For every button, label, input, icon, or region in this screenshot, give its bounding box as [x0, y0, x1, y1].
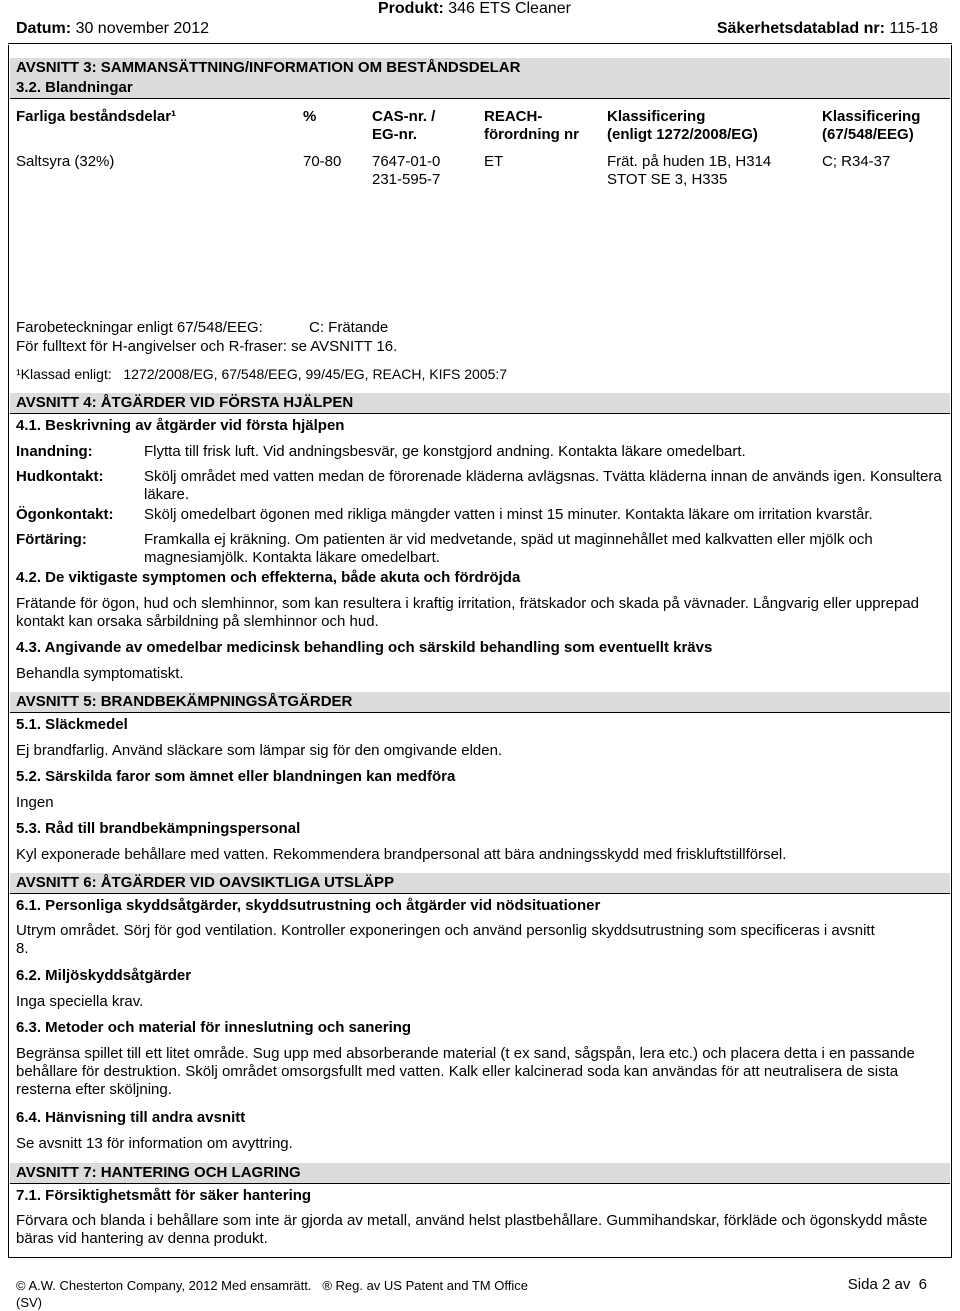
section6-1-text: Utrym området. Sörj för god ventilation. Kontroller exponeringen och använd personlig skyddsutrustning som specificeras i avsnitt 8. [16, 922, 875, 957]
cell-dsd: C; R34-37 [822, 153, 891, 170]
cell-percent: 70-80 [303, 153, 342, 170]
section6-2-text: Inga speciella krav. [16, 993, 144, 1010]
col-component: Farliga beståndsdelar¹ [16, 108, 177, 125]
page-number: Sida 2 av 6 [847, 1276, 927, 1293]
col-percent: % [303, 108, 317, 125]
cell-reach: ET [484, 153, 504, 170]
cell-cas: 7647-01-0 231-595-7 [372, 153, 441, 188]
section6-1-title: 6.1. Personliga skyddsåtgärder, skyddsutrustning och åtgärder vid nödsituationer [16, 897, 601, 914]
section6-header: AVSNITT 6: ÅTGÄRDER VID OAVSIKTLIGA UTSLÄPP [10, 873, 950, 894]
section6-3-title: 6.3. Metoder och material för inneslutning och sanering [16, 1019, 412, 1036]
inhalation-text: Flytta till frisk luft. Vid andningsbesvär, ge konstgjord andning. Kontakta läkare omedelbart. [144, 443, 746, 460]
col-dsd: Klassificering (67/548/EEG) [822, 108, 921, 143]
eye-text: Skölj omedelbart ögonen med rikliga mängder vatten i minst 15 minuter. Kontakta läkare om irritation kvarstår. [144, 506, 873, 523]
section6-4-title: 6.4. Hänvisning till andra avsnitt [16, 1109, 246, 1126]
section4-3-title: 4.3. Angivande av omedelbar medicinsk behandling och särskild behandling som eventuellt krävs [16, 639, 713, 656]
section5-header: AVSNITT 5: BRANDBEKÄMPNINGSÅTGÄRDER [10, 692, 950, 713]
col-reach: REACH- förordning nr [484, 108, 579, 143]
right-border [951, 45, 952, 1257]
cell-clp: Frät. på huden 1B, H314 STOT SE 3, H335 [607, 153, 772, 188]
section5-3-text: Kyl exponerade behållare med vatten. Rekommendera brandpersonal att bära andningsskydd med friskluftstillförsel. [16, 846, 787, 863]
section4-3-text: Behandla symptomatiskt. [16, 665, 184, 682]
section4-2-title: 4.2. De viktigaste symptomen och effekterna, både akuta och fördröjda [16, 569, 521, 586]
section4-2-text: Frätande för ögon, hud och slemhinnor, som kan resultera i kraftig irritation, frätskador och skada på vävnader. Långvarig eller upprepad kontakt kan orsaka sårbildning på slemhinnor och hud. [16, 595, 920, 630]
header-divider [8, 43, 952, 44]
fulltext-note: För fulltext för H-angivelser och R-fraser: se AVSNITT 16. [16, 338, 398, 355]
hazard-label: Farobeteckningar enligt 67/548/EEG: [16, 319, 263, 336]
col-cas: CAS-nr. / EG-nr. [372, 108, 436, 143]
section5-3-title: 5.3. Råd till brandbekämpningspersonal [16, 820, 301, 837]
section3-header: AVSNITT 3: SAMMANSÄTTNING/INFORMATION OM BESTÅNDSDELAR 3.2. Blandningar [10, 58, 950, 99]
section4-1-title: 4.1. Beskrivning av åtgärder vid första hjälpen [16, 417, 345, 434]
section5-2-text: Ingen [16, 794, 54, 811]
footer-copyright: © A.W. Chesterton Company, 2012 Med ensamrätt. ® Reg. av US Patent and TM Office [16, 1278, 528, 1293]
left-border [8, 45, 9, 1257]
eye-label: Ögonkontakt: [16, 506, 114, 523]
skin-label: Hudkontakt: [16, 468, 104, 485]
col-clp: Klassificering (enligt 1272/2008/EG) [607, 108, 758, 143]
section6-3-text: Begränsa spillet till ett litet område. Sug upp med absorberande material (t ex sand, sågspån, lera etc.) och placera detta i en passande behållare för destruktion. Skölj området omsorgsfullt med vatten. Kalk eller kalcinerad soda kan användas för att neutralisera de sista resterna efter sköljning. [16, 1045, 915, 1098]
footer-divider [8, 1257, 952, 1258]
footer-language: (SV) [16, 1295, 42, 1310]
header-product: Produkt: 346 ETS Cleaner [378, 0, 571, 17]
inhalation-label: Inandning: [16, 443, 93, 460]
ingestion-text: Framkalla ej kräkning. Om patienten är vid medvetande, späd ut maginnehållet med kalkvatten eller mjölk och magnesiamjölk. Kontakta läkare omedelbart. [144, 531, 873, 566]
section7-1-text: Förvara och blanda i behållare som inte är gjorda av metall, använd helst plastbehållare. Gummihandskar, förkläde och ögonskydd måste bäras vid hantering av denna produkt. [16, 1212, 928, 1247]
ingestion-label: Förtäring: [16, 531, 87, 548]
section4-header: AVSNITT 4: ÅTGÄRDER VID FÖRSTA HJÄLPEN [10, 393, 950, 414]
classification-footnote: ¹Klassad enligt: 1272/2008/EG, 67/548/EEG, 99/45/EG, REACH, KIFS 2005:7 [16, 366, 508, 382]
section5-2-title: 5.2. Särskilda faror som ämnet eller blandningen kan medföra [16, 768, 456, 785]
hazard-value: C: Frätande [309, 319, 389, 336]
section5-1-text: Ej brandfarlig. Använd släckare som lämpar sig för den omgivande elden. [16, 742, 503, 759]
header-date: Datum: 30 november 2012 [16, 20, 209, 37]
cell-component: Saltsyra (32%) [16, 153, 115, 170]
section5-1-title: 5.1. Släckmedel [16, 716, 128, 733]
section7-header: AVSNITT 7: HANTERING OCH LAGRING [10, 1163, 950, 1184]
section6-4-text: Se avsnitt 13 för information om avyttring. [16, 1135, 293, 1152]
section7-1-title: 7.1. Försiktighetsmått för säker hantering [16, 1187, 312, 1204]
skin-text: Skölj området med vatten medan de förorenade kläderna avlägsnas. Tvätta kläderna innan de används igen. Konsultera läkare. [144, 468, 942, 503]
header-sds-number: Säkerhetsdatablad nr: 115-18 [716, 20, 938, 37]
section6-2-title: 6.2. Miljöskyddsåtgärder [16, 967, 192, 984]
